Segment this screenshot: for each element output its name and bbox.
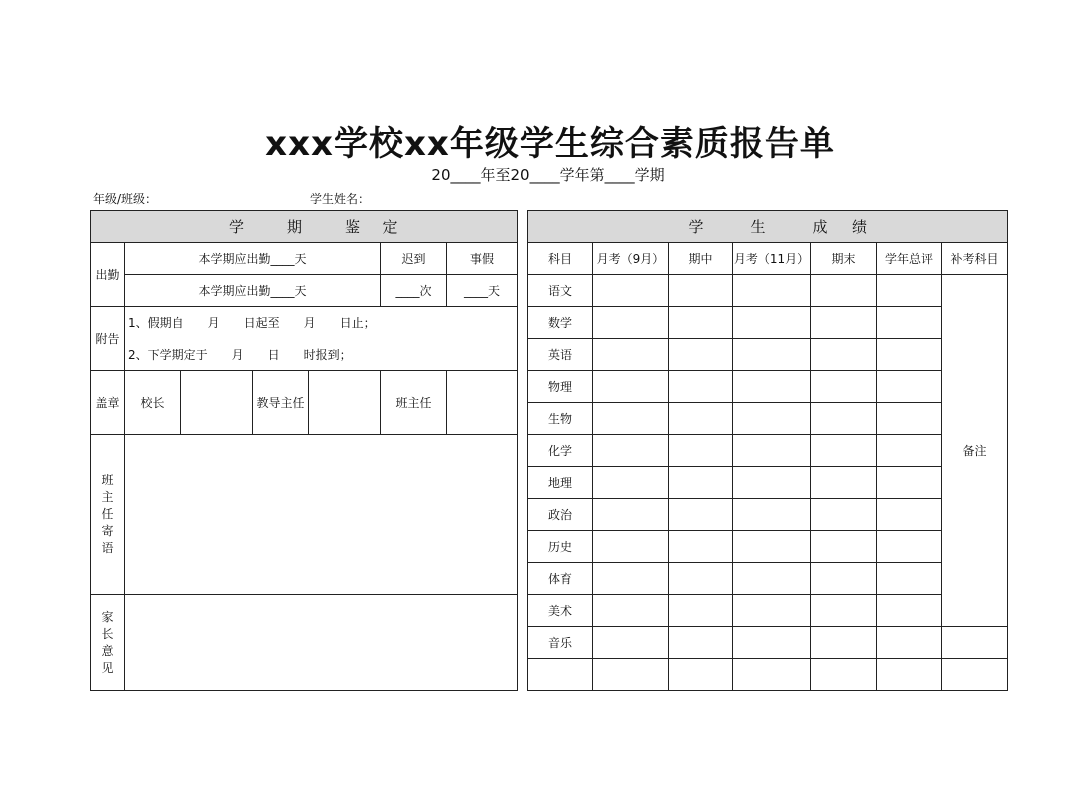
student-name-label: 学生姓名： (310, 192, 371, 206)
term-line: 20____年至20____学年第____学期 (431, 166, 665, 184)
teacher-message-cell (125, 435, 518, 595)
principal-seal-cell (181, 371, 253, 435)
grade-cell (877, 307, 942, 339)
attendance-required-2: 本学期应出勤____天 (125, 275, 381, 307)
grade-cell (593, 339, 669, 371)
grade-cell (593, 659, 669, 691)
notice-line-2: 2、下学期定于 月 日 时报到； (125, 339, 518, 371)
grade-cell (877, 659, 942, 691)
grade-cell (669, 435, 733, 467)
grade-cell (669, 659, 733, 691)
grade-cell (593, 563, 669, 595)
col-monthly-sep: 月考（9月） (593, 243, 669, 275)
grade-cell (942, 627, 1008, 659)
grade-cell (942, 659, 1008, 691)
grade-class-label: 年级/班级： (93, 192, 158, 206)
attendance-label: 出勤 (91, 243, 125, 307)
notice-label: 附告 (91, 307, 125, 371)
principal-label: 校长 (125, 371, 181, 435)
col-subject: 科目 (528, 243, 593, 275)
grade-cell (669, 467, 733, 499)
late-label: 迟到 (381, 243, 447, 275)
grade-cell (733, 595, 811, 627)
dean-seal-cell (309, 371, 381, 435)
subject-biology: 生物 (528, 403, 593, 435)
grade-cell (593, 499, 669, 531)
grade-cell (877, 563, 942, 595)
grade-cell (669, 371, 733, 403)
page-title: xxx学校xx年级学生综合素质报告单 (265, 124, 835, 164)
grade-cell (811, 339, 877, 371)
grade-cell (669, 499, 733, 531)
seal-label: 盖章 (91, 371, 125, 435)
head-teacher-label: 班主任 (381, 371, 447, 435)
grade-cell (733, 275, 811, 307)
subject-chemistry: 化学 (528, 435, 593, 467)
teacher-message-label: 班主任寄语 (91, 435, 125, 595)
parent-opinion-label: 家长意见 (91, 595, 125, 691)
grade-cell (669, 339, 733, 371)
grade-cell (811, 275, 877, 307)
grade-cell (593, 595, 669, 627)
late-count: ____次 (381, 275, 447, 307)
grade-cell (669, 595, 733, 627)
grade-cell (811, 595, 877, 627)
grade-cell (733, 563, 811, 595)
subject-geography: 地理 (528, 467, 593, 499)
grade-cell (733, 307, 811, 339)
grade-cell (669, 275, 733, 307)
subject-chinese: 语文 (528, 275, 593, 307)
grade-cell (593, 467, 669, 499)
grade-cell (733, 339, 811, 371)
grade-cell (593, 435, 669, 467)
grade-cell (593, 627, 669, 659)
attendance-required: 本学期应出勤____天 (125, 243, 381, 275)
personal-leave-label: 事假 (447, 243, 518, 275)
grade-cell (811, 307, 877, 339)
grade-cell (877, 275, 942, 307)
grade-cell (733, 531, 811, 563)
col-final: 期末 (811, 243, 877, 275)
grade-cell (669, 403, 733, 435)
grades-table (527, 210, 1008, 691)
subject-english: 英语 (528, 339, 593, 371)
col-midterm: 期中 (669, 243, 733, 275)
grade-cell (877, 499, 942, 531)
grade-cell (877, 435, 942, 467)
parent-opinion-cell (125, 595, 518, 691)
grade-cell (877, 531, 942, 563)
grade-cell (733, 403, 811, 435)
grade-cell (811, 659, 877, 691)
grade-cell (593, 275, 669, 307)
personal-leave-days: ____天 (447, 275, 518, 307)
head-teacher-seal-cell (447, 371, 518, 435)
subject-math: 数学 (528, 307, 593, 339)
grade-cell (811, 531, 877, 563)
grade-cell (811, 435, 877, 467)
grade-cell (811, 627, 877, 659)
grade-cell (733, 499, 811, 531)
grade-cell (733, 371, 811, 403)
grade-cell (593, 531, 669, 563)
notice-line-1: 1、假期自 月 日起至 月 日止； (125, 307, 518, 339)
grades-header: 学 生 成 绩 (528, 211, 1008, 243)
subject-blank (528, 659, 593, 691)
subject-art: 美术 (528, 595, 593, 627)
col-annual: 学年总评 (877, 243, 942, 275)
grade-cell (733, 467, 811, 499)
subject-music: 音乐 (528, 627, 593, 659)
grade-cell (733, 659, 811, 691)
grade-cell (811, 467, 877, 499)
term-assessment-header: 学 期 鉴 定 (91, 211, 518, 243)
dean-label: 教导主任 (253, 371, 309, 435)
grade-cell (877, 467, 942, 499)
subject-pe: 体育 (528, 563, 593, 595)
grade-cell (669, 563, 733, 595)
subject-physics: 物理 (528, 371, 593, 403)
grade-cell (733, 435, 811, 467)
grade-cell (593, 307, 669, 339)
grade-cell (669, 627, 733, 659)
col-makeup: 补考科目 (942, 243, 1008, 275)
grade-cell (811, 371, 877, 403)
grade-cell (877, 595, 942, 627)
grade-cell (593, 403, 669, 435)
grade-cell (811, 563, 877, 595)
term-assessment-table (90, 210, 518, 691)
grade-cell (593, 371, 669, 403)
subject-politics: 政治 (528, 499, 593, 531)
grade-cell (877, 403, 942, 435)
grade-cell (877, 339, 942, 371)
grade-cell (877, 371, 942, 403)
col-monthly-nov: 月考（11月） (733, 243, 811, 275)
grade-cell (811, 499, 877, 531)
grade-cell (733, 627, 811, 659)
subject-history: 历史 (528, 531, 593, 563)
grade-cell (669, 307, 733, 339)
grade-cell (669, 531, 733, 563)
grade-cell (811, 403, 877, 435)
grade-cell (877, 627, 942, 659)
remark-cell: 备注 (942, 275, 1008, 627)
